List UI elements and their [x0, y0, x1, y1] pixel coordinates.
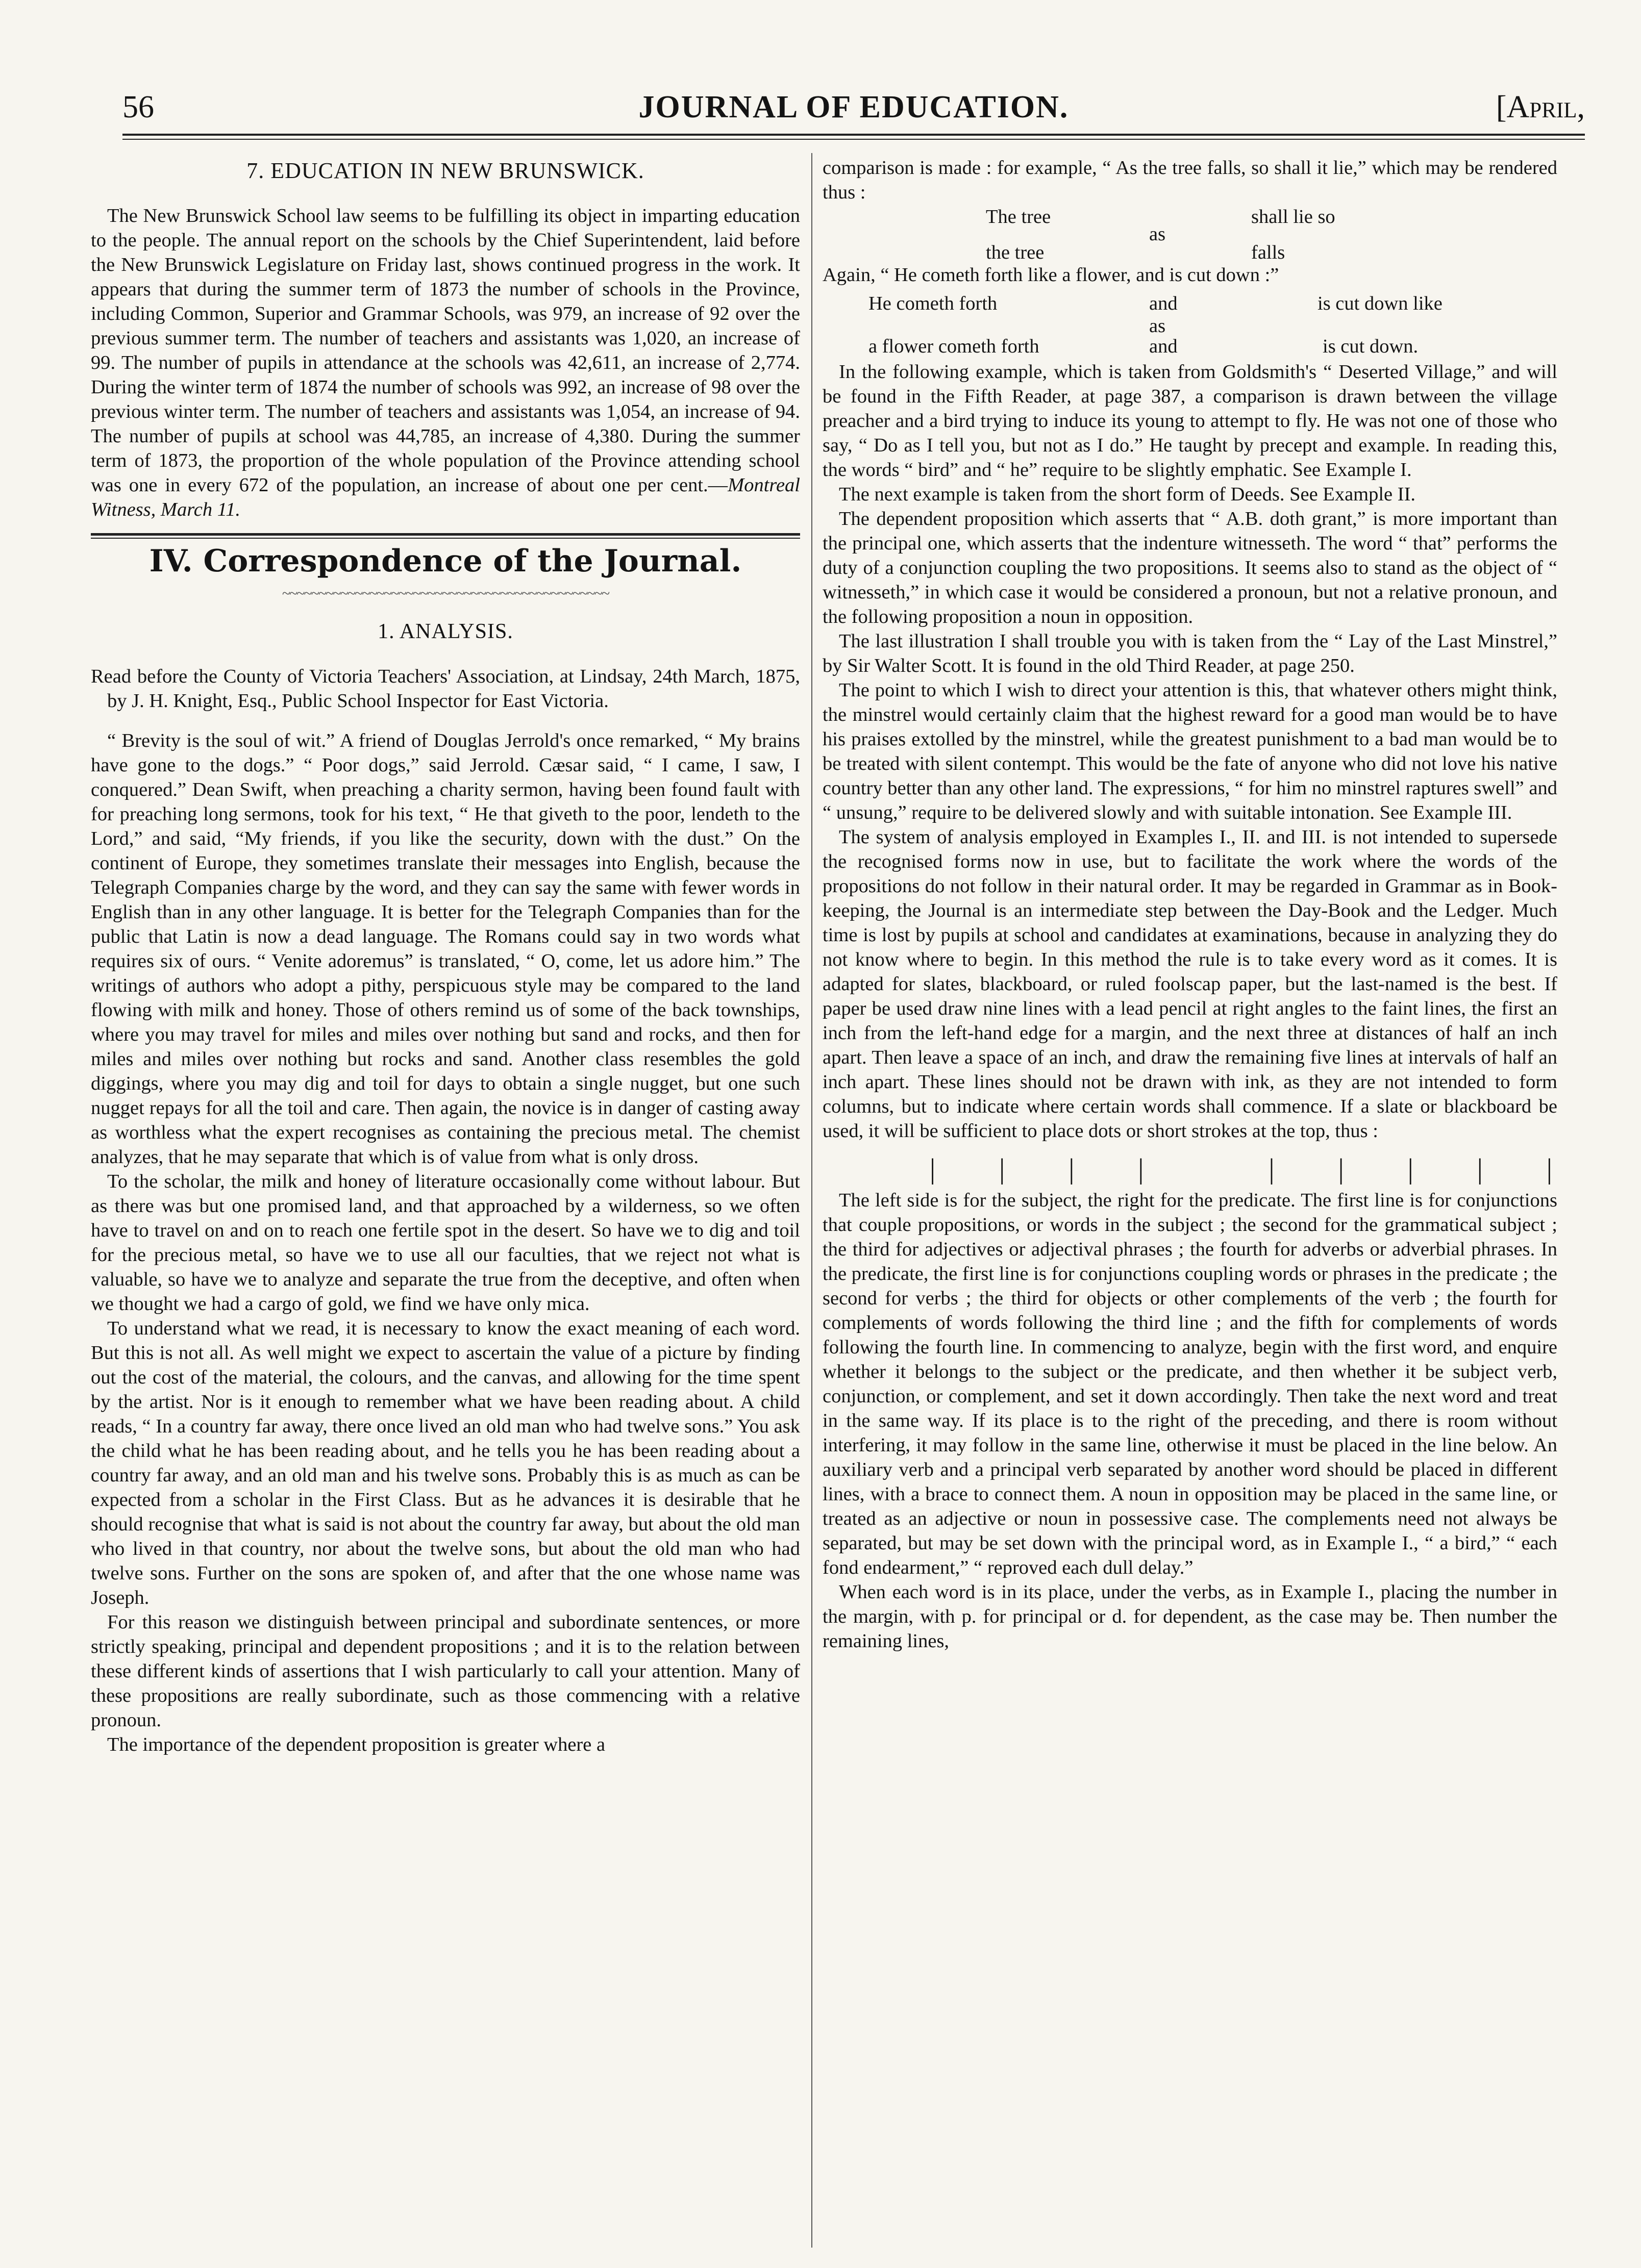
article-paragraph	[91, 204, 800, 522]
article-paragraph: The next example is taken from the short form of Deeds. See Example II.	[839, 484, 1416, 505]
article-paragraph: The dependent proposition which asserts that “ A.B. doth grant,” is more important than the principal one, which asserts that the indenture witnesseth. The word “ that” performs the duty of a conjunction coupling the two propositions. It seems also to stand as the object of “ witnesseth,” in which case it would be considered a pronoun, but not a relative pronoun, and the following proposition a noun in opposition.	[823, 508, 1557, 627]
article-paragraph: Again, “ He cometh forth like a flower, and is cut down :”	[823, 264, 1279, 286]
article-title-analysis: 1. ANALYSIS.	[378, 620, 513, 643]
ruling-strokes	[930, 1153, 1552, 1185]
article-paragraph: When each word is in its place, under the verbs, as in Example I., placing the number in the margin, with p. for principal or d. for dependent, as the case may be. Then number the remaining lines,	[823, 1581, 1557, 1652]
ruling-stroke: |	[999, 1153, 1005, 1185]
page-number: 56	[122, 90, 154, 124]
section-rule	[91, 533, 800, 536]
ruling-stroke: |	[1269, 1153, 1275, 1185]
left-column	[91, 156, 800, 2248]
diagram-word: is cut down like	[1317, 293, 1443, 314]
diagram-word: The tree	[986, 206, 1051, 228]
article-paragraph: In the following example, which is taken from Goldsmith's “ Deserted Village,” and will be found in the Fifth Reader, at page 387, a comparison is drawn between the village preacher and a bird trying to induce its young to attempt to fly. He was not one of those who say, “ Do as I tell you, but not as I do.” He taught by precept and example. In reading this, the words “ bird” and “ he” require to be slightly emphatic. See Example I.	[823, 361, 1557, 481]
ruling-stroke: |	[1407, 1153, 1413, 1185]
diagram-word: the tree	[986, 242, 1045, 263]
ruling-stroke: |	[930, 1153, 936, 1185]
wavy-divider: ~~~~~~~~~~~~~~~~~~~~~~~~~~~~~~~~~~~~~~~~~~~~~	[282, 585, 609, 602]
header-rule	[122, 134, 1585, 136]
ruling-stroke: |	[1338, 1153, 1344, 1185]
analysis-diagram-tree	[823, 205, 1557, 263]
article-paragraph: The left side is for the subject, the right for the predicate. The first line is for conjunctions that couple propositions, or words in the subject ; the second for the grammatical subject ; the third for adjectives or adjectival phrases ; the fourth for adverbs or adverbial phrases. In the predicate, the first line is for conjunctions coupling words or phrases in the predicate ; the second for verbs ; the third for objects or other complements of the verb ; the fourth for complements of words following the third line ; and the fifth for complements of words following the fourth line. In commencing to analyze, begin with the first word, and enquire whether it belongs to the subject or the predicate, and then whether it be subject verb, conjunction, or complement, and set it down accordingly. Then take the next word and treat in the same way. If its place is to the right of the preceding, and there is room without interfering, it may follow in the same line, otherwise it must be placed in the line below. An auxiliary verb and a principal verb separated by another word should be placed in different lines, with a brace to connect them. A noun in opposition may be placed in the same line, or treated as an adjective or noun in possessive case. The complements need not always be separated, but may be set down with the principal word, as in Example I., “ a bird,” “ each fond endearment,” “ reproved each dull delay.”	[823, 1190, 1557, 1578]
article-byline: Read before the County of Victoria Teachers' Association, at Lindsay, 24th March, 1875, by J. H. Knight, Esq., Public School Inspector for East Victoria.	[91, 666, 800, 712]
article-paragraph: The point to which I wish to direct your attention is this, that whatever others might think, the minstrel would certainly claim that the highest reward for a good man would be to have his praises extolled by the minstrel, while the greatest punishment to a bad man would be to be treated with silent contempt. This would be the fate of anyone who did not love his native country better than any other land. The expressions, “ for him no minstrel raptures swell” and “ unsung,” require to be delivered slowly and with suitable intonation. See Example III.	[823, 679, 1557, 823]
diagram-word: as	[1149, 223, 1166, 245]
column-divider	[811, 153, 812, 2248]
article-paragraph: “ Brevity is the soul of wit.” A friend of Douglas Jerrold's once remarked, “ My brains have gone to the dogs.” “ Poor dogs,” said Jerrold. Cæsar said, “ I came, I saw, I conquered.” Dean Swift, when preaching a charity sermon, having been found fault with for preaching long sermons, took for his text, “ He that giveth to the poor, lendeth to the Lord,” and said, “My friends, if you like the security, down with the dust.” On the continent of Europe, they sometimes translate their messages into English, because the Telegraph Companies charge by the word, and they can say the same with fewer words in English than in any other language. It is better for the Telegraph Companies than for the public that Latin is now a dead language. The Romans could say in two words what requires six of ours. “ Venite adoremus” is translated, “ O, come, let us adore him.” The writings of authors who adopt a pithy, perspicuous style may be compared to the land flowing with milk and honey. Those of others remind us of some of the back townships, where you may travel for miles and miles over nothing but sand and rocks, and then for miles and miles over nothing but rocks and sand. Another class resembles the gold diggings, where you may dig and toil for days to obtain a single nugget, but one such nugget repays for all the toil and care. Then again, the novice is in danger of casting away as worthless what the expert recognises as containing the precious metal. The chemist analyzes, that he may separate that which is of value from what is only dross.	[91, 730, 800, 1168]
analysis-diagram-flower	[823, 287, 1557, 360]
ruling-stroke: |	[1477, 1153, 1483, 1185]
diagram-word: He cometh forth	[868, 293, 998, 314]
diagram-word: falls	[1251, 242, 1285, 263]
issue-month: [April,	[1496, 90, 1585, 124]
right-column	[823, 156, 1557, 2248]
ruling-stroke: |	[1546, 1153, 1552, 1185]
article-paragraph: To the scholar, the milk and honey of literature occasionally come without labour. But as there was but one promised land, and that approached by a wilderness, so we often have to travel on and on to reach one fertile spot in the desert. So have we to dig and toil for the precious metal, so have we to use all our faculties, that we reject not what is valuable, so have we to analyze and separate the true from the deceptive, and often when we thought we had a cargo of gold, we find we have only mica.	[91, 1171, 800, 1315]
section-heading-correspondence: IV. Correspondence of the Journal.	[149, 543, 742, 579]
article-text: The New Brunswick School law seems to be fulfilling its object in imparting education to the people. The annual report on the schools by the Chief Superintendent, laid before the New Brunswick Legislature on Friday last, shows continued progress in the work. It appears that during the summer term of 1873 the number of schools in the Province, including Common, Superior and Grammar Schools, was 979, an increase of 92 over the previous summer term. The number of teachers and assistants was 1,020, an increase of 99. The number of pupils in attendance at the schools was 42,611, an increase of 2,774. During the winter term of 1874 the number of schools was 992, an increase of 98 over the previous winter term. The number of teachers and assistants was 1,054, an increase of 94. The number of pupils at school was 44,785, an increase of 4,380. During the summer term of 1873, the proportion of the whole population of the Province attending school was one in every 672 of the population, an increase of about one per cent.—	[91, 205, 800, 496]
diagram-word: a flower cometh forth	[868, 336, 1039, 357]
section-rule-thin	[91, 538, 800, 539]
article-paragraph: The system of analysis employed in Examples I., II. and III. is not intended to supersede the recognised forms now in use, but to facilitate the work where the words of the propositions do not follow in their natural order. It may be regarded in Grammar as in Book-keeping, the Journal is an intermediate step between the Day-Book and the Ledger. Much time is lost by pupils at school and candidates at examinations, because in analyzing they do not know where to begin. In this method the rule is to take every word as it comes. It is adapted for slates, blackboard, or ruled foolscap paper, but the last-named is the best. If paper be used draw nine lines with a lead pencil at right angles to the faint lines, the first an inch from the left-hand edge for a margin, and the next three at distances of half an inch apart. Then leave a space of an inch, and draw the remaining five lines at intervals of half an inch apart. These lines should not be drawn with ink, as they are not intended to form columns, but to indicate where certain words shall commence. If a slate or blackboard be used, it will be sufficient to place dots or short strokes at the top, thus :	[823, 826, 1557, 1142]
section-title-new-brunswick: 7. EDUCATION IN NEW BRUNSWICK.	[246, 158, 644, 183]
page-header	[122, 89, 1585, 130]
article-paragraph: The importance of the dependent proposition is greater where a	[107, 1734, 606, 1755]
article-paragraph: comparison is made : for example, “ As the tree falls, so shall it lie,” which may be rendered thus :	[823, 157, 1557, 203]
diagram-word: shall lie so	[1251, 206, 1335, 228]
article-paragraph: To understand what we read, it is necessary to know the exact meaning of each word. But this is not all. As well might we expect to ascertain the value of a picture by finding out the cost of the material, the colours, and the canvas, and allowing for the time spent by the artist. Nor is it enough to remember what we have been reading about. A child reads, “ In a country far away, there once lived an old man who had twelve sons.” You ask the child what he has been reading about, and he tells you he has been reading about a country far away, and an old man and his twelve sons. Probably this is as much as can be expected from a scholar in the First Class. But as he advances it is desirable that he should recognise that what is said is not about the country far away, but about the old man who lived in that country, nor about the twelve sons, but about the old man who had twelve sons. Further on the sons are spoken of, and after that the one whose name was Joseph.	[91, 1318, 800, 1608]
journal-title: JOURNAL OF EDUCATION.	[638, 90, 1069, 124]
header-rule-thin	[122, 139, 1585, 140]
article-paragraph: For this reason we distinguish between principal and subordinate sentences, or more strictly speaking, principal and dependent propositions ; and it is to the relation between these different kinds of assertions that I wish particularly to call your attention. Many of these propositions are really subordinate, such as those commencing with a relative pronoun.	[91, 1611, 800, 1731]
diagram-word: and	[1149, 293, 1178, 314]
diagram-word: as	[1149, 315, 1166, 337]
diagram-word: is cut down.	[1323, 336, 1419, 357]
diagram-word: and	[1149, 336, 1178, 357]
article-source: Montreal Witness, March 11.	[91, 474, 800, 520]
ruling-stroke: |	[1068, 1153, 1075, 1185]
article-paragraph: The last illustration I shall trouble you with is taken from the “ Lay of the Last Minstrel,” by Sir Walter Scott. It is found in the old Third Reader, at page 250.	[823, 631, 1557, 676]
ruling-stroke: |	[1138, 1153, 1144, 1185]
